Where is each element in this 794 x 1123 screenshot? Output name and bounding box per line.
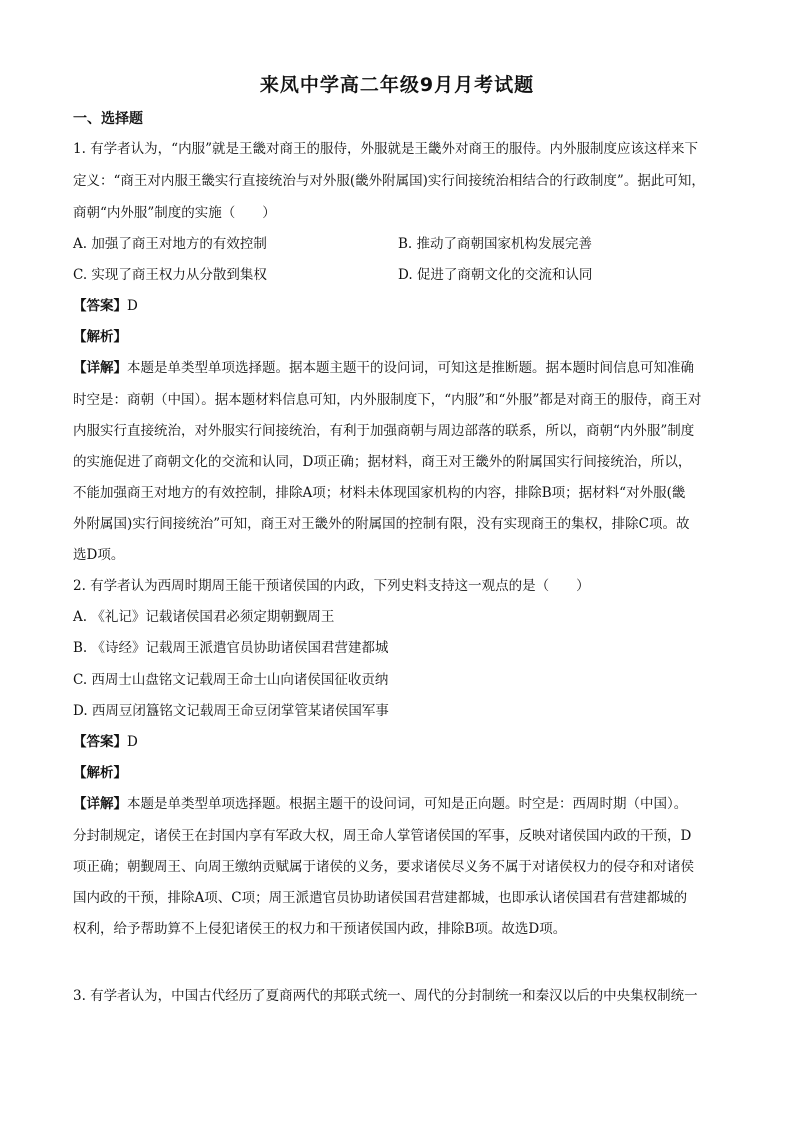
q2-analysis-label: 【解析】 — [73, 765, 127, 781]
q1-option-a: A. 加强了商王对地方的有效控制 — [73, 236, 267, 252]
q1-analysis-label: 【解析】 — [73, 329, 127, 345]
q2-analysis-tag — [73, 764, 127, 782]
q1-detail-tag: 【详解】 — [73, 360, 127, 376]
q2-detail-line-4: 国内政的干预，排除A项、C项；周王派遣官员协助诸侯国君营建都城，也即承认诸侯国君有营建都城的 — [73, 890, 688, 906]
q2-stem: 2. 有学者认为西周时期周王能干预诸侯国的内政，下列史料支持这一观点的是（ ） — [73, 578, 590, 594]
q2-detail-line-1 — [73, 795, 687, 813]
q1-stem-line-3: 商朝“内外服”制度的实施（ ） — [73, 205, 276, 221]
q2-answer-tag: 【答案】 — [73, 734, 127, 750]
q2-detail-text-1: 本题是单类型单项选择题。根据主题干的设问词，可知是正向题。时空是：西周时期（中国）。 — [127, 796, 688, 812]
q1-answer — [73, 297, 138, 315]
q2-detail-line-2: 分封制规定，诸侯王在封国内享有军政大权，周王命人掌管诸侯国的军事，反映对诸侯国内政的干预，D — [73, 828, 692, 844]
q1-option-c: C. 实现了商王权力从分散到集权 — [73, 267, 267, 283]
q1-detail-line-1 — [73, 359, 694, 377]
q2-answer-value: D — [127, 734, 138, 750]
q1-analysis-tag — [73, 328, 127, 346]
q2-detail-line-5: 权利，给予帮助算不上侵犯诸侯王的权力和干预诸侯国内政，排除B项。故选D项。 — [73, 921, 567, 937]
q1-option-b: B. 推动了商朝国家机构发展完善 — [398, 236, 593, 252]
q1-detail-line-3: 内服实行直接统治，对外服实行间接统治，有利于加强商朝与周边部落的联系，所以，商朝“内外服”制度 — [73, 423, 695, 439]
q1-detail-line-4: 的实施促进了商朝文化的交流和认同，D项正确；据材料，商王对王畿外的附属国实行间接统治，所以， — [73, 454, 692, 470]
q2-answer — [73, 733, 138, 751]
q1-detail-line-5: 不能加强商王对地方的有效控制，排除A项；材料未体现国家机构的内容，排除B项；据材料“对外服(畿 — [73, 485, 686, 501]
q2-option-a: A. 《礼记》记载诸侯国君必须定期朝觐周王 — [73, 609, 335, 625]
q1-detail-line-2: 时空是：商朝（中国）。据本题材料信息可知，内外服制度下，“内服”和“外服”都是对商王的服侍，商王对 — [73, 392, 702, 408]
q1-stem-line-2: 定义：“商王对内服王畿实行直接统治与对外服(畿外附属国)实行间接统治相结合的行政制度”。据此可知， — [73, 173, 705, 189]
section-heading: 一、选择题 — [73, 111, 143, 127]
q2-detail-tag: 【详解】 — [73, 796, 127, 812]
q2-option-d: D. 西周豆闭簋铭文记载周王命豆闭掌管某诸侯国军事 — [73, 703, 389, 719]
q1-detail-line-6: 外附属国)实行间接统治”可知，商王对王畿外的附属国的控制有限，没有实现商王的集权，排除C项。故 — [73, 516, 690, 532]
q1-answer-tag: 【答案】 — [73, 298, 127, 314]
q1-answer-value: D — [127, 298, 138, 314]
q3-stem: 3. 有学者认为，中国古代经历了夏商两代的邦联式统一、周代的分封制统一和秦汉以后的中央集权制统一 — [73, 988, 698, 1004]
q1-detail-line-7: 选D项。 — [73, 547, 125, 563]
q1-stem-line-1: 1. 有学者认为，“内服”就是王畿对商王的服侍，外服就是王畿外对商王的服侍。内外服制度应该这样来下 — [73, 141, 698, 157]
q2-detail-line-3: 项正确；朝觐周王、向周王缴纳贡赋属于诸侯的义务，要求诸侯尽义务不属于对诸侯权力的侵夺和对诸侯 — [73, 859, 694, 875]
q2-option-c: C. 西周士山盘铭文记载周王命士山向诸侯国征收贡纳 — [73, 672, 389, 688]
q1-detail-text-1: 本题是单类型单项选择题。据本题主题干的设问词，可知这是推断题。据本题时间信息可知准确 — [127, 360, 694, 376]
q2-option-b: B. 《诗经》记载周王派遣官员协助诸侯国君营建都城 — [73, 640, 389, 656]
exam-title: 来凤中学高二年级9月月考试题 — [259, 74, 535, 96]
q1-option-d: D. 促进了商朝文化的交流和认同 — [398, 267, 593, 283]
